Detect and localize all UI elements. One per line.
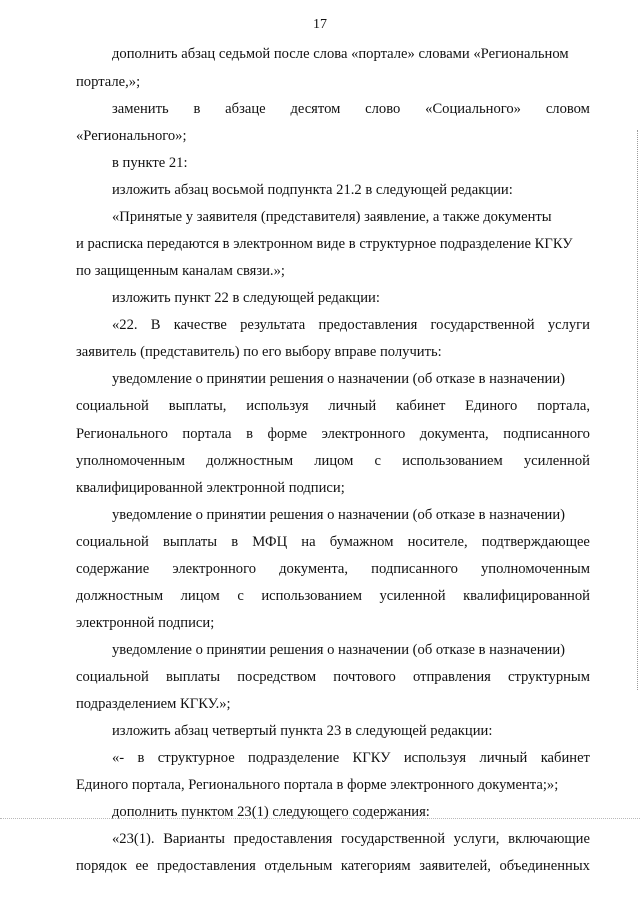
text-line: «22. В качестве результата предоставления государственной услуги [112,317,590,333]
scan-edge-artifact [636,130,638,690]
text-line: содержание электронного документа, подписанного уполномоченным [76,561,590,577]
page-number: 17 [313,17,327,32]
text-line: изложить абзац четвертый пункта 23 в следующей редакции: [112,723,493,739]
text-line: по защищенным каналам связи.»; [76,263,285,279]
text-line: в пункте 21: [112,155,188,171]
text-line: «- в структурное подразделение КГКУ используя личный кабинет [112,750,590,766]
text-line: уведомление о принятии решения о назначении (об отказе в назначении) [112,642,566,658]
text-line: уведомление о принятии решения о назначении (об отказе в назначении) [112,507,566,523]
text-line: должностным лицом с использованием усиленной квалифицированной [76,588,590,604]
text-line: подразделением КГКУ.»; [76,696,231,712]
text-line: и расписка передаются в электронном виде в структурное подразделение КГКУ [76,236,573,252]
text-line: изложить пункт 22 в следующей редакции: [112,290,380,306]
text-line: заявитель (представитель) по его выбору вправе получить: [76,344,442,360]
text-line: порядок ее предоставления отдельным категориям заявителей, объединенных [76,858,590,874]
text-line: дополнить пунктом 23(1) следующего содержания: [112,804,430,820]
text-line: уполномоченным должностным лицом с использованием усиленной [76,453,590,469]
text-line: квалифицированной электронной подписи; [76,480,345,496]
text-line: Регионального портала в форме электронного документа, подписанного [76,426,590,442]
text-line: социальной выплаты в МФЦ на бумажном носителе, подтверждающее [76,534,590,550]
text-line: «23(1). Варианты предоставления государственной услуги, включающие [112,831,590,847]
text-line: дополнить абзац седьмой после слова «портале» словами «Региональном [112,46,569,62]
text-line: Единого портала, Регионального портала в форме электронного документа;»; [76,777,559,793]
text-line: социальной выплаты, используя личный кабинет Единого портала, [76,398,590,414]
text-line: «Принятые у заявителя (представителя) заявление, а также документы [112,209,552,225]
text-line: социальной выплаты посредством почтового отправления структурным [76,669,590,685]
text-line: портале,»; [76,74,141,90]
text-line: заменить в абзаце десятом слово «Социального» словом [112,101,590,117]
text-line: изложить абзац восьмой подпункта 21.2 в следующей редакции: [112,182,513,198]
text-line: «Регионального»; [76,128,187,144]
text-line: электронной подписи; [76,615,215,631]
text-line: уведомление о принятии решения о назначении (об отказе в назначении) [112,371,566,387]
